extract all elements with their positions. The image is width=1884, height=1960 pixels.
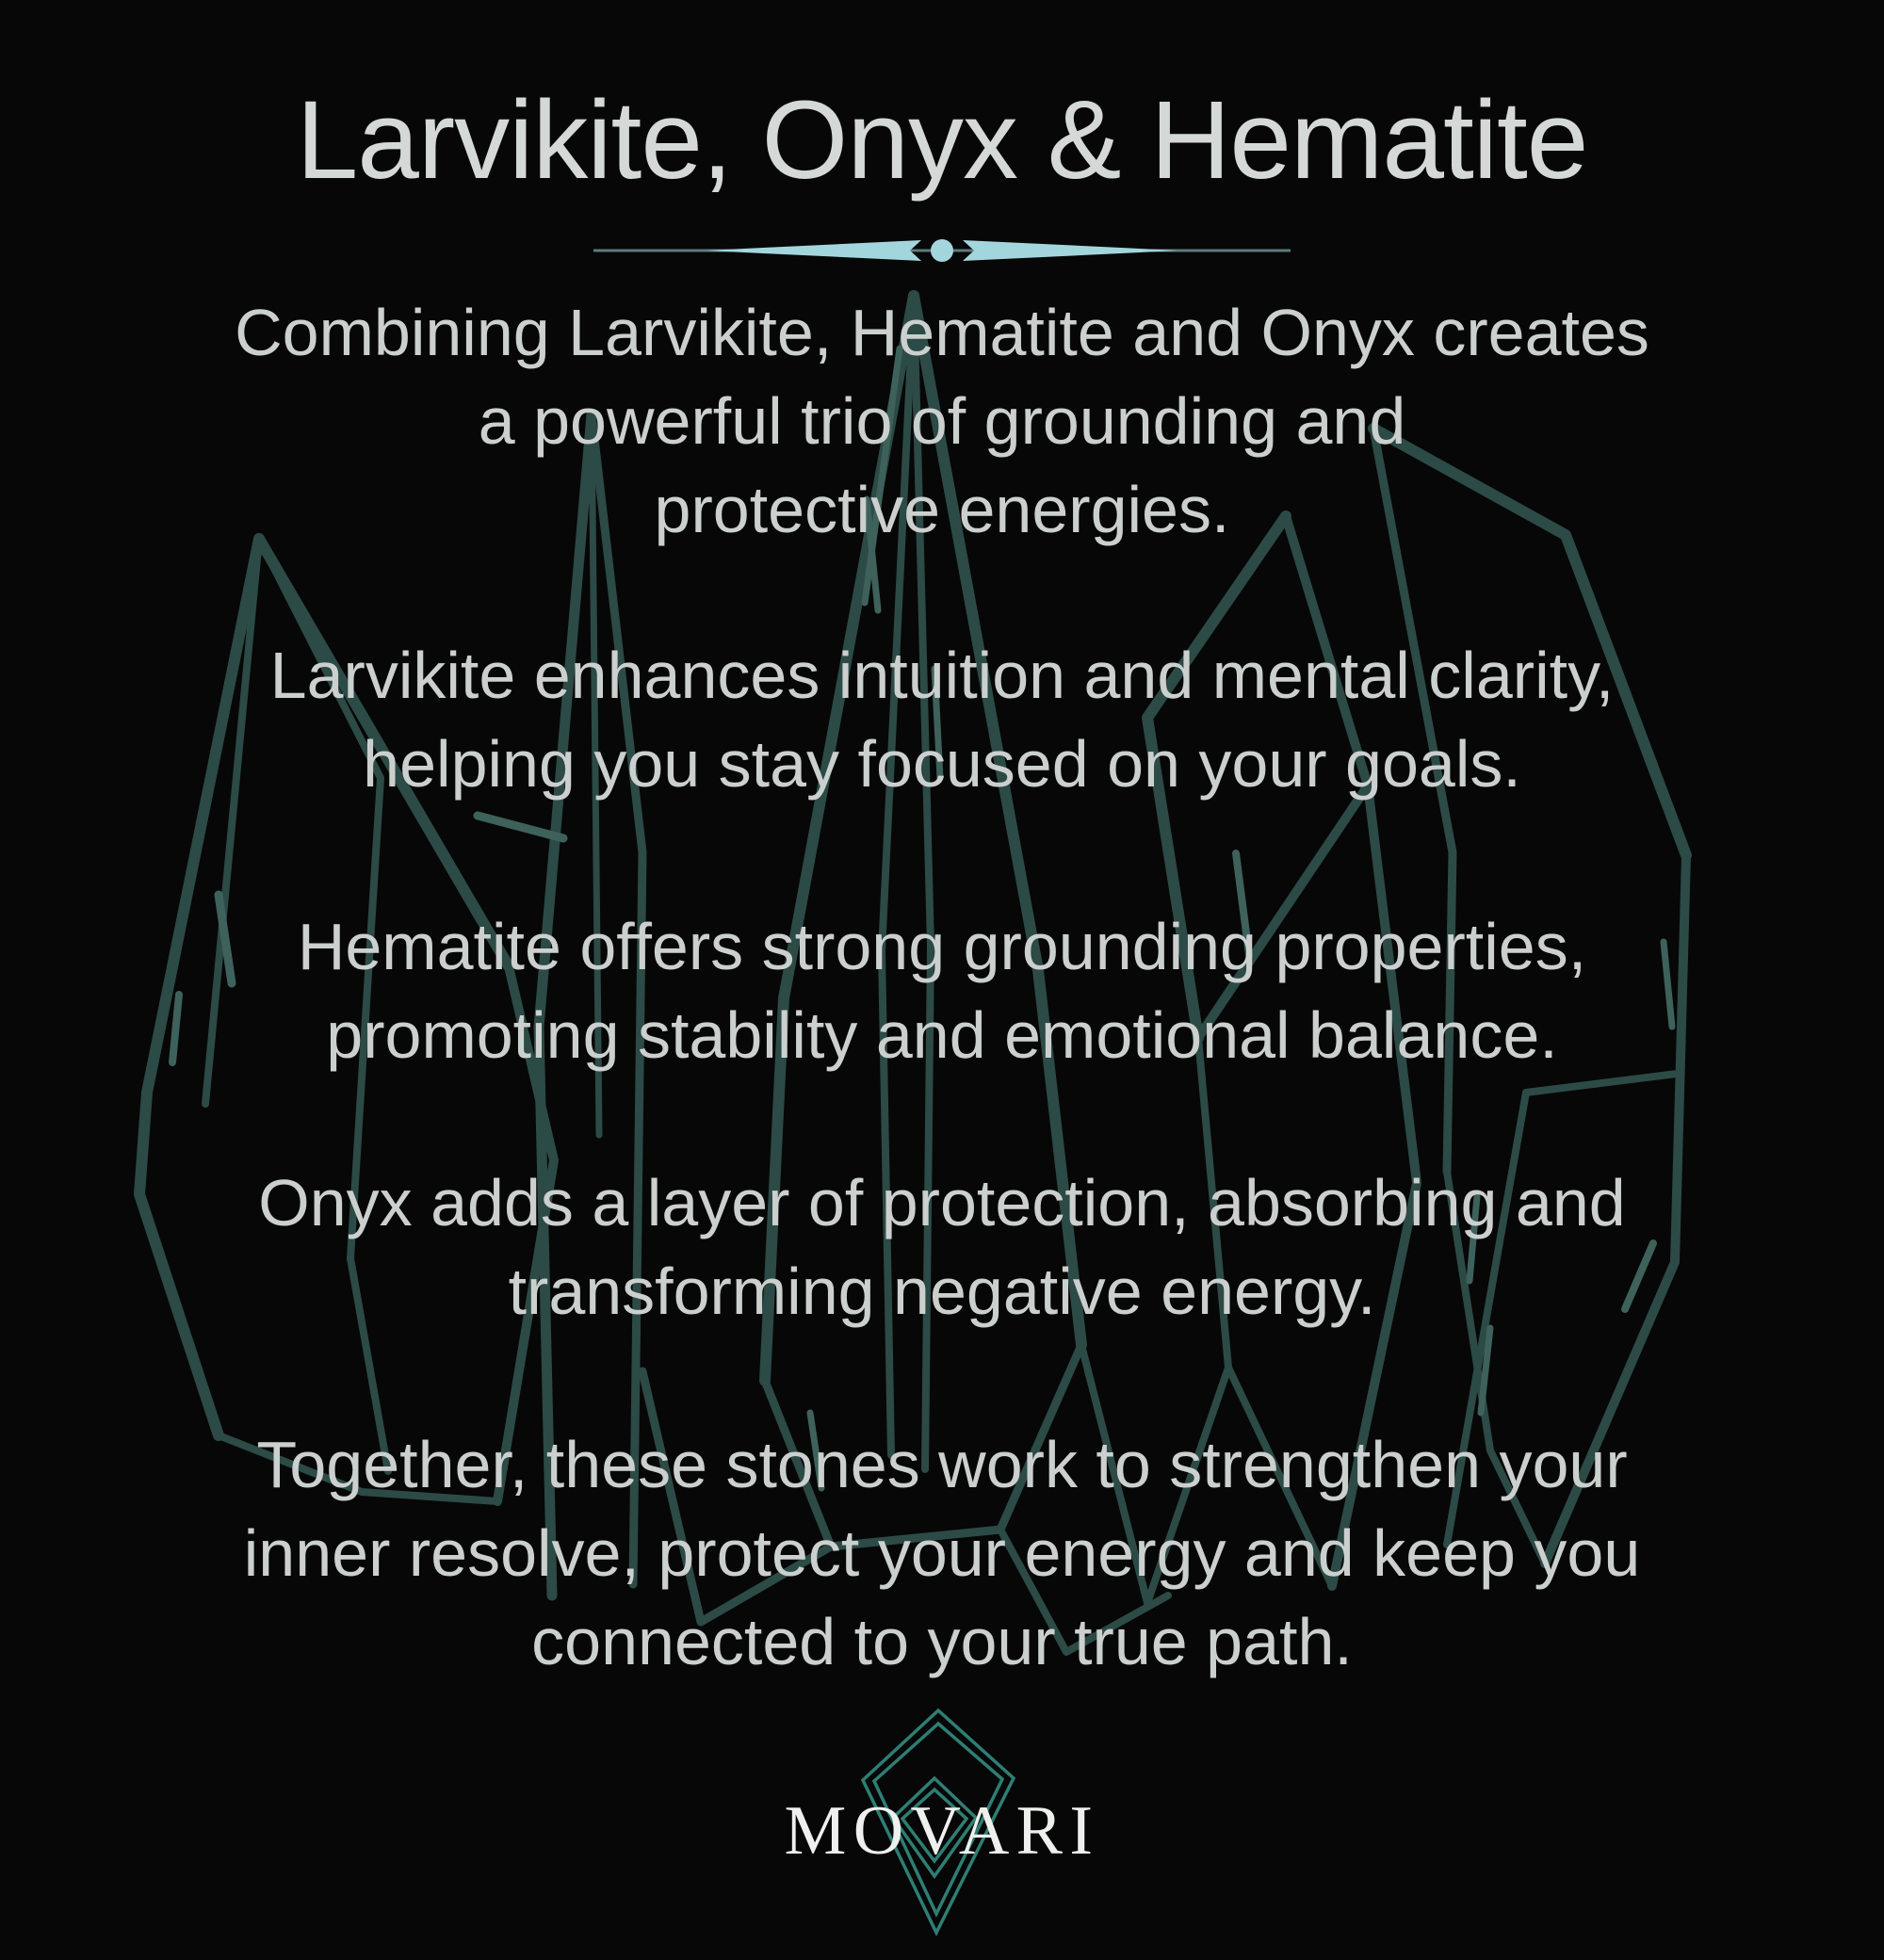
paragraph-intro — [0, 288, 1884, 554]
text-line: helping you stay focused on your goals. — [363, 727, 1521, 801]
text-line: a powerful trio of grounding and — [478, 384, 1406, 458]
text-line: Together, these stones work to strengthen your — [256, 1428, 1628, 1501]
text-line: Larvikite enhances intuition and mental clarity, — [269, 639, 1615, 712]
text-line: Onyx adds a layer of protection, absorbing and — [258, 1166, 1626, 1239]
divider-blade-left — [706, 240, 921, 261]
page-title: Larvikite, Onyx & Hematite — [296, 78, 1588, 202]
paragraph-onyx — [0, 1158, 1884, 1336]
text-line: protective energies. — [654, 473, 1230, 546]
text-line: inner resolve, protect your energy and keep you — [243, 1516, 1641, 1590]
text-line: Combining Larvikite, Hematite and Onyx creates — [235, 296, 1649, 369]
text-line: Hematite offers strong grounding properties, — [297, 910, 1587, 983]
divider-dot — [931, 239, 953, 262]
text-line: transforming negative energy. — [508, 1255, 1376, 1328]
paragraph-together — [0, 1420, 1884, 1686]
paragraph-larvikite — [0, 631, 1884, 808]
ornamental-divider — [593, 237, 1291, 264]
text-line: connected to your true path. — [531, 1605, 1353, 1678]
text-line: promoting stability and emotional balance. — [326, 998, 1558, 1072]
divider-blade-right — [963, 240, 1178, 261]
brand-wordmark: MOVARI — [784, 1792, 1100, 1870]
paragraph-hematite — [0, 902, 1884, 1079]
